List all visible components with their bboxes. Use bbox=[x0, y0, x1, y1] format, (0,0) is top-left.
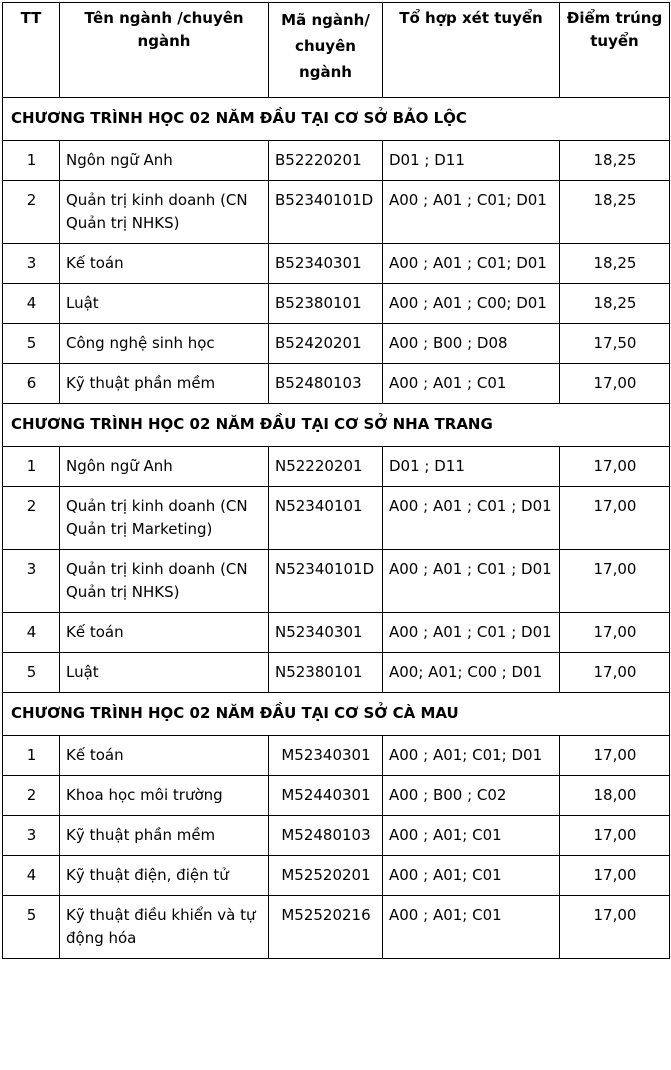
major-name: Khoa học môi trường bbox=[60, 776, 269, 816]
row-number: 5 bbox=[3, 324, 60, 364]
subject-combination: A00 ; A01 ; C01 bbox=[383, 364, 560, 404]
row-number: 2 bbox=[3, 776, 60, 816]
subject-combination: A00 ; A01 ; C01 ; D01 bbox=[383, 550, 560, 613]
subject-combination: A00 ; B00 ; C02 bbox=[383, 776, 560, 816]
subject-combination: A00 ; B00 ; D08 bbox=[383, 324, 560, 364]
major-name: Quản trị kinh doanh (CN Quản trị NHKS) bbox=[60, 550, 269, 613]
major-name: Ngôn ngữ Anh bbox=[60, 447, 269, 487]
row-number: 1 bbox=[3, 447, 60, 487]
major-name: Kỹ thuật phần mềm bbox=[60, 816, 269, 856]
major-name: Kỹ thuật phần mềm bbox=[60, 364, 269, 404]
row-number: 4 bbox=[3, 284, 60, 324]
subject-combination: A00; A01; C00 ; D01 bbox=[383, 653, 560, 693]
admission-score: 17,00 bbox=[560, 447, 670, 487]
major-code: B52340101D bbox=[269, 181, 383, 244]
subject-combination: A00 ; A01; C01 bbox=[383, 896, 560, 959]
section-row bbox=[3, 404, 670, 447]
admission-score: 17,00 bbox=[560, 816, 670, 856]
admission-score-table bbox=[2, 2, 670, 959]
major-name: Kế toán bbox=[60, 736, 269, 776]
subject-combination: A00 ; A01; C01 bbox=[383, 816, 560, 856]
admission-score: 17,00 bbox=[560, 736, 670, 776]
major-code: N52220201 bbox=[269, 447, 383, 487]
row-number: 6 bbox=[3, 364, 60, 404]
table-row bbox=[3, 776, 670, 816]
major-code: B52380101 bbox=[269, 284, 383, 324]
table-row bbox=[3, 736, 670, 776]
header-combo: Tổ hợp xét tuyển bbox=[383, 3, 560, 98]
table-row bbox=[3, 284, 670, 324]
major-name: Kế toán bbox=[60, 244, 269, 284]
admission-score: 17,00 bbox=[560, 550, 670, 613]
major-code: B52220201 bbox=[269, 141, 383, 181]
major-code: M52520201 bbox=[269, 856, 383, 896]
row-number: 5 bbox=[3, 896, 60, 959]
table-row bbox=[3, 487, 670, 550]
header-code-line2: chuyên bbox=[295, 37, 356, 55]
section-row bbox=[3, 693, 670, 736]
section-title: CHƯƠNG TRÌNH HỌC 02 NĂM ĐẦU TẠI CƠ SỞ NHA TRANG bbox=[3, 404, 670, 447]
admission-score: 17,00 bbox=[560, 856, 670, 896]
table-row bbox=[3, 181, 670, 244]
major-code: N52340101D bbox=[269, 550, 383, 613]
subject-combination: D01 ; D11 bbox=[383, 447, 560, 487]
major-code: N52380101 bbox=[269, 653, 383, 693]
major-code: N52340101 bbox=[269, 487, 383, 550]
table-row bbox=[3, 550, 670, 613]
table-row bbox=[3, 447, 670, 487]
admission-score: 17,00 bbox=[560, 896, 670, 959]
row-number: 4 bbox=[3, 613, 60, 653]
admission-score: 18,25 bbox=[560, 141, 670, 181]
subject-combination: A00 ; A01 ; C01; D01 bbox=[383, 181, 560, 244]
table-row bbox=[3, 856, 670, 896]
major-code: M52440301 bbox=[269, 776, 383, 816]
major-code: M52480103 bbox=[269, 816, 383, 856]
admission-score: 18,00 bbox=[560, 776, 670, 816]
subject-combination: A00 ; A01 ; C01 ; D01 bbox=[383, 613, 560, 653]
major-name: Kỹ thuật điều khiển và tự động hóa bbox=[60, 896, 269, 959]
header-code-line1: Mã ngành/ bbox=[281, 11, 370, 29]
admission-score: 18,25 bbox=[560, 284, 670, 324]
section-row bbox=[3, 98, 670, 141]
admission-score: 17,00 bbox=[560, 487, 670, 550]
admission-score: 17,00 bbox=[560, 613, 670, 653]
admission-score: 18,25 bbox=[560, 244, 670, 284]
row-number: 5 bbox=[3, 653, 60, 693]
major-name: Quản trị kinh doanh (CN Quản trị Marketing) bbox=[60, 487, 269, 550]
header-row bbox=[3, 3, 670, 98]
major-code: N52340301 bbox=[269, 613, 383, 653]
table-row bbox=[3, 364, 670, 404]
subject-combination: A00 ; A01; C01 bbox=[383, 856, 560, 896]
major-code: M52340301 bbox=[269, 736, 383, 776]
subject-combination: A00 ; A01 ; C01; D01 bbox=[383, 244, 560, 284]
admission-score: 18,25 bbox=[560, 181, 670, 244]
subject-combination: A00 ; A01; C01; D01 bbox=[383, 736, 560, 776]
table-row bbox=[3, 141, 670, 181]
row-number: 2 bbox=[3, 181, 60, 244]
row-number: 2 bbox=[3, 487, 60, 550]
table-row bbox=[3, 816, 670, 856]
header-score: Điểm trúng tuyển bbox=[560, 3, 670, 98]
major-code: M52520216 bbox=[269, 896, 383, 959]
major-name: Ngôn ngữ Anh bbox=[60, 141, 269, 181]
table-row bbox=[3, 653, 670, 693]
row-number: 3 bbox=[3, 244, 60, 284]
admission-score: 17,00 bbox=[560, 653, 670, 693]
row-number: 4 bbox=[3, 856, 60, 896]
table-row bbox=[3, 896, 670, 959]
major-name: Luật bbox=[60, 653, 269, 693]
header-tt: TT bbox=[3, 3, 60, 98]
major-name: Kỹ thuật điện, điện tử bbox=[60, 856, 269, 896]
table-body bbox=[3, 98, 670, 959]
major-code: B52340301 bbox=[269, 244, 383, 284]
row-number: 1 bbox=[3, 736, 60, 776]
header-code bbox=[269, 3, 383, 98]
table-row bbox=[3, 244, 670, 284]
section-title: CHƯƠNG TRÌNH HỌC 02 NĂM ĐẦU TẠI CƠ SỞ CÀ MAU bbox=[3, 693, 670, 736]
row-number: 1 bbox=[3, 141, 60, 181]
section-title: CHƯƠNG TRÌNH HỌC 02 NĂM ĐẦU TẠI CƠ SỞ BẢO LỘC bbox=[3, 98, 670, 141]
admission-score: 17,50 bbox=[560, 324, 670, 364]
major-code: B52480103 bbox=[269, 364, 383, 404]
table-row bbox=[3, 613, 670, 653]
header-name: Tên ngành /chuyên ngành bbox=[60, 3, 269, 98]
header-code-line3: ngành bbox=[299, 63, 352, 81]
subject-combination: D01 ; D11 bbox=[383, 141, 560, 181]
major-name: Quản trị kinh doanh (CN Quản trị NHKS) bbox=[60, 181, 269, 244]
table-row bbox=[3, 324, 670, 364]
row-number: 3 bbox=[3, 550, 60, 613]
subject-combination: A00 ; A01 ; C00; D01 bbox=[383, 284, 560, 324]
row-number: 3 bbox=[3, 816, 60, 856]
major-name: Kế toán bbox=[60, 613, 269, 653]
admission-score: 17,00 bbox=[560, 364, 670, 404]
major-name: Luật bbox=[60, 284, 269, 324]
subject-combination: A00 ; A01 ; C01 ; D01 bbox=[383, 487, 560, 550]
major-code: B52420201 bbox=[269, 324, 383, 364]
major-name: Công nghệ sinh học bbox=[60, 324, 269, 364]
